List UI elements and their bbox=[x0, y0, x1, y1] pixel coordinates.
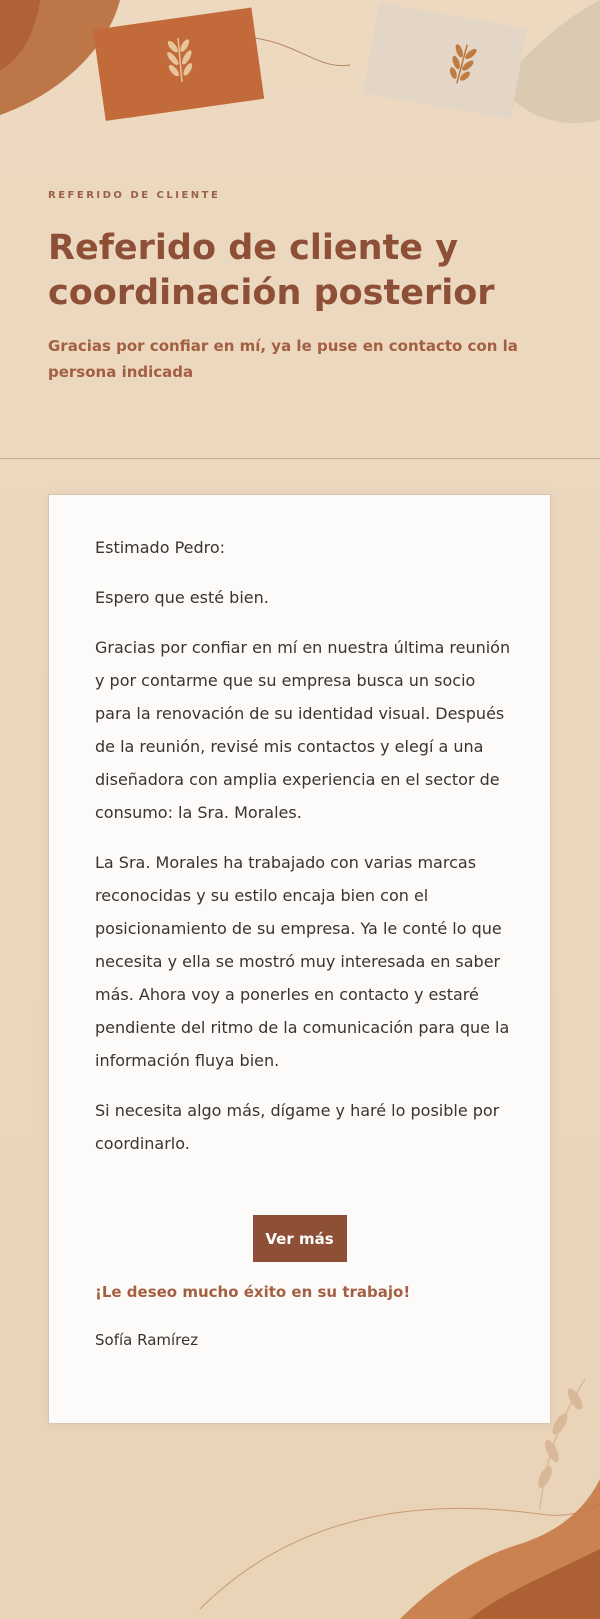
page-title: Referido de cliente y coordinación posterior bbox=[48, 228, 495, 313]
closing-line: ¡Le deseo mucho éxito en su trabajo! bbox=[95, 1283, 411, 1301]
letter-paragraph: La Sra. Morales ha trabajado con varias marcas reconocidas y su estilo encaja bien con el posicionamiento de su empresa. Ya le conté lo que necesita y ella se mostró muy interesada en saber más. Ahora voy a ponerles en contacto y estaré pendiente del ritmo de la comunicación para que la información fluya bien. bbox=[95, 853, 510, 1070]
letter-body bbox=[95, 531, 515, 1177]
letter-paragraph: Espero que esté bien. bbox=[95, 588, 269, 607]
signature: Sofía Ramírez bbox=[95, 1331, 199, 1349]
eyebrow-label: REFERIDO DE CLIENTE bbox=[48, 190, 221, 201]
page-header bbox=[0, 0, 600, 459]
letter-greeting: Estimado Pedro: bbox=[95, 538, 226, 557]
page-subtitle: Gracias por confiar en mí, ya le puse en contacto con la persona indicada bbox=[48, 337, 518, 381]
letter-paragraph: Gracias por confiar en mí en nuestra última reunión y por contarme que su empresa busca un socio para la renovación de su identidad visual. Después de la reunión, revisé mis contactos y elegí a una diseñadora con amplia experiencia en el sector de consumo: la Sra. Morales. bbox=[95, 638, 511, 822]
header-divider bbox=[0, 458, 600, 459]
letter-paragraph: Si necesita algo más, dígame y haré lo posible por coordinarlo. bbox=[95, 1101, 500, 1153]
letter-card bbox=[48, 494, 551, 1424]
ver-mas-button[interactable]: Ver más bbox=[253, 1215, 347, 1262]
cta-container bbox=[49, 1215, 550, 1262]
